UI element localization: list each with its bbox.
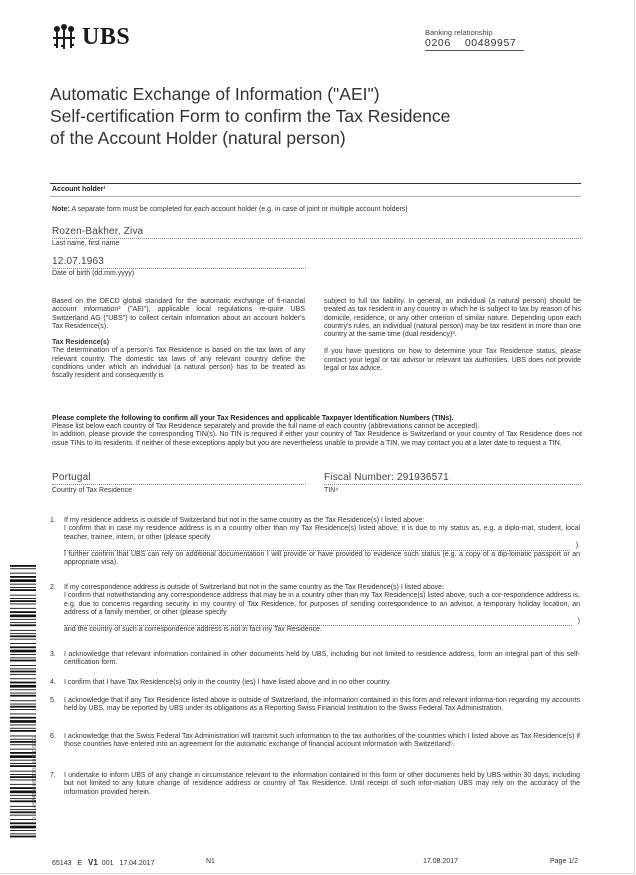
item-1-close: ). [575,542,580,550]
list-item [50,772,580,797]
item-2-specify-field[interactable] [64,618,572,626]
footer-date-1: 17.04.2017 [119,860,155,867]
tin-label: TIN⁴ [324,487,339,494]
list-item [50,651,580,668]
barcode-bar [10,836,36,838]
item-number: 6. [50,733,56,740]
country-value[interactable]: Portugal [52,472,91,483]
item-2-body: I confirm that notwithstanding any correspondence address that may be in a country other than my Tax Residence(s) listed above, such a cor-respondence address is, e.g. due to concerns regarding security in my country of Tax Residence, for purposes of sending correspondence to an advisor, a temporary holiday location, an address of a family member, or other (please specify [64,592,580,617]
item-number: 5. [50,697,56,704]
account-holder-heading: Account holder¹ [52,186,106,193]
footer-version: V1 [88,858,98,867]
item-number: 3. [50,651,56,658]
tax-residence-heading: Tax Residence(s) [52,339,110,347]
item-1-body: I confirm that in case my residence address is in a country other than my Tax Residence(s) listed above, it is due to my status as, e.g. a diplo-mat, student, local teacher, trainee, intern, or other (please specify [64,525,580,541]
account-holder-note [52,206,592,214]
dob-field-line [52,268,306,269]
item-number: 2. [50,584,56,591]
item-2-close: ) [577,617,580,625]
footer-lang: E [77,860,83,867]
barcode-bar [10,830,36,831]
name-label: Last name, first name [52,240,120,247]
barcode-bar [10,573,36,574]
ubs-logo [50,22,150,52]
item-6-text: I acknowledge that the Swiss Federal Tax Administration will transmit such information to the tax authorities of the countries which I listed above as Tax Residence(s) if those countries have entered into an agreement for the automatic exchange of financial account information with Switzerland⁵. [64,733,580,749]
intro-paragraph-2: The determination of a person's Tax Residence is based on the tax laws of any relevant country. The domestic tax laws of any relevant country define the conditions under which an individual (a natural person) has to be treated as fiscally resident and consequently is [52,347,305,380]
instructions-paragraph-1: Please list below each country of Tax Residence separately and provide the full name of each country (abbreviations cannot be accepted). [52,423,480,430]
banking-relationship-label: Banking relationship [425,28,493,37]
note-text: A separate form must be completed for each account holder (e.g. in case of joint or multiple account holders) [71,206,408,213]
barcode-bar [10,833,36,834]
country-label: Country of Tax Residence [52,487,133,494]
title-line-1: Automatic Exchange of Information ("AEI") [50,84,380,104]
footer-date-2: 17.08.2017 [423,858,459,865]
footer-revision: 001 [101,860,114,867]
title-line-2: Self-certification Form to confirm the Tax Residence [50,106,451,126]
item-4-text: I confirm that I have Tax Residence(s) only in the country (ies) I have listed above and in no other country. [64,679,391,686]
tin-field-line [324,484,581,485]
section-rule [50,196,581,197]
intro-right-paragraph-1: subject to full tax liability. In general, an individual (a natural person) should be treated as tax resident in any country in which he is subject to tax by reason of his domicile, residence, or any other criterion of similar nature. Depending upon each country's rules, an individual (natural person) may be tax resident in more than one country at the same time (dual residency)³. [324,298,581,339]
side-code: 0101657400400017083017OS022 [32,735,38,820]
instructions-heading: Please complete the following to confirm all your Tax Residences and applicable Taxpayer Identification Numbers (TINs). [52,415,454,422]
dob-label: Date of birth (dd.mm.yyyy) [52,270,135,277]
item-3-text: I acknowledge that relevant information contained in other documents held by UBS, including but not limited to residence address, form an integral part of this self-certification form. [64,651,580,667]
intro-paragraph-1: Based on the OECD global standard for the automatic exchange of fi-nancial account information² ("AEI"), applicable local regulations re-quire UBS Switzerland AG ("UBS") to collect certain information about an account holder's Tax Residence(s). [52,298,305,330]
banking-relationship-number: 0206 00489957 [425,37,524,51]
list-item [50,679,580,687]
name-field-line [52,238,581,239]
section-rule [50,183,581,184]
list-item [50,584,580,634]
intro-left-column [52,298,305,381]
list-item [50,697,580,714]
barcode-bar [10,565,36,567]
barcode-bar [10,568,36,569]
page-title [50,83,550,149]
item-1-further: I further confirm that UBS can rely on additional documentation I will provide or have provided to evidence such status (e.g. a copy of a dip-lomatic passport or an appropriate visa). [64,550,580,567]
ubs-keys-icon [50,23,78,51]
country-field-line [52,484,306,485]
title-line-3: of the Account Holder (natural person) [50,128,346,148]
intro-right-paragraph-2: If you have questions on how to determine your Tax Residence status, please contact your legal or tax advisor or relevant tax authorities. UBS does not provide legal or tax advice. [324,348,581,373]
item-number: 4. [50,679,56,686]
footer-n1: N1 [206,858,215,865]
footer-page: Page 1/2 [550,858,579,865]
item-2-further: and the country of such a correspondence address is not in fact my Tax Residence. [64,626,322,634]
barcode-bar [10,826,36,829]
item-1-condition: If my residence address is outside of Switzerland but not in the same country as the Tax Residence(s) I listed above: [64,517,425,524]
footer-form-number: 65143 [52,860,72,867]
list-item [50,733,580,750]
tin-value[interactable]: Fiscal Number: 291936571 [324,472,449,483]
item-1-specify-field[interactable] [64,543,570,551]
list-item [50,517,580,567]
item-7-text: I undertake to inform UBS of any change in circumstance relevant to the information contained in this form or other documents held by UBS within 30 days, including but not limited to any future change of residence address or country of Tax Residence. Until receipt of such infor-mation UBS may rely on the accuracy of the information provided herein. [64,772,580,796]
item-number: 7. [50,772,56,779]
intro-right-column [324,298,581,373]
barcode-bar [10,576,36,578]
item-2-condition: If my correspondence address is outside of Switzerland but not in the same country as the Tax Residence(s) I listed above: [64,584,445,591]
footer-form-id [52,858,154,867]
item-5-text: I acknowledge that if any Tax Residence listed above is outside of Switzerland, the information contained in this form and relevant informa-tion regarding my accounts held by UBS, may be reported by UBS under its obligations as a Reporting Swiss Financial Institution to the Swiss Federal Tax Administration. [64,697,580,713]
logo-wordmark: UBS [82,23,131,50]
item-number: 1. [50,517,56,524]
barcode-bar [10,822,36,824]
instructions-block [52,414,582,448]
name-value[interactable]: Rozen-Bakher, Ziva [52,226,144,237]
instructions-paragraph-2: In addition, please provide the corresponding TIN(s). No TIN is required if either your country of Tax Residence is Switzerland or your country of Tax Residence does not issue TINs to its residents. If neither of these exceptions apply but you are nevertheless unable to provide a TIN, we may contact you at a later date to request a TIN. [52,431,582,447]
note-label: Note: [52,206,70,213]
dob-value[interactable]: 12.07.1963 [52,256,105,267]
